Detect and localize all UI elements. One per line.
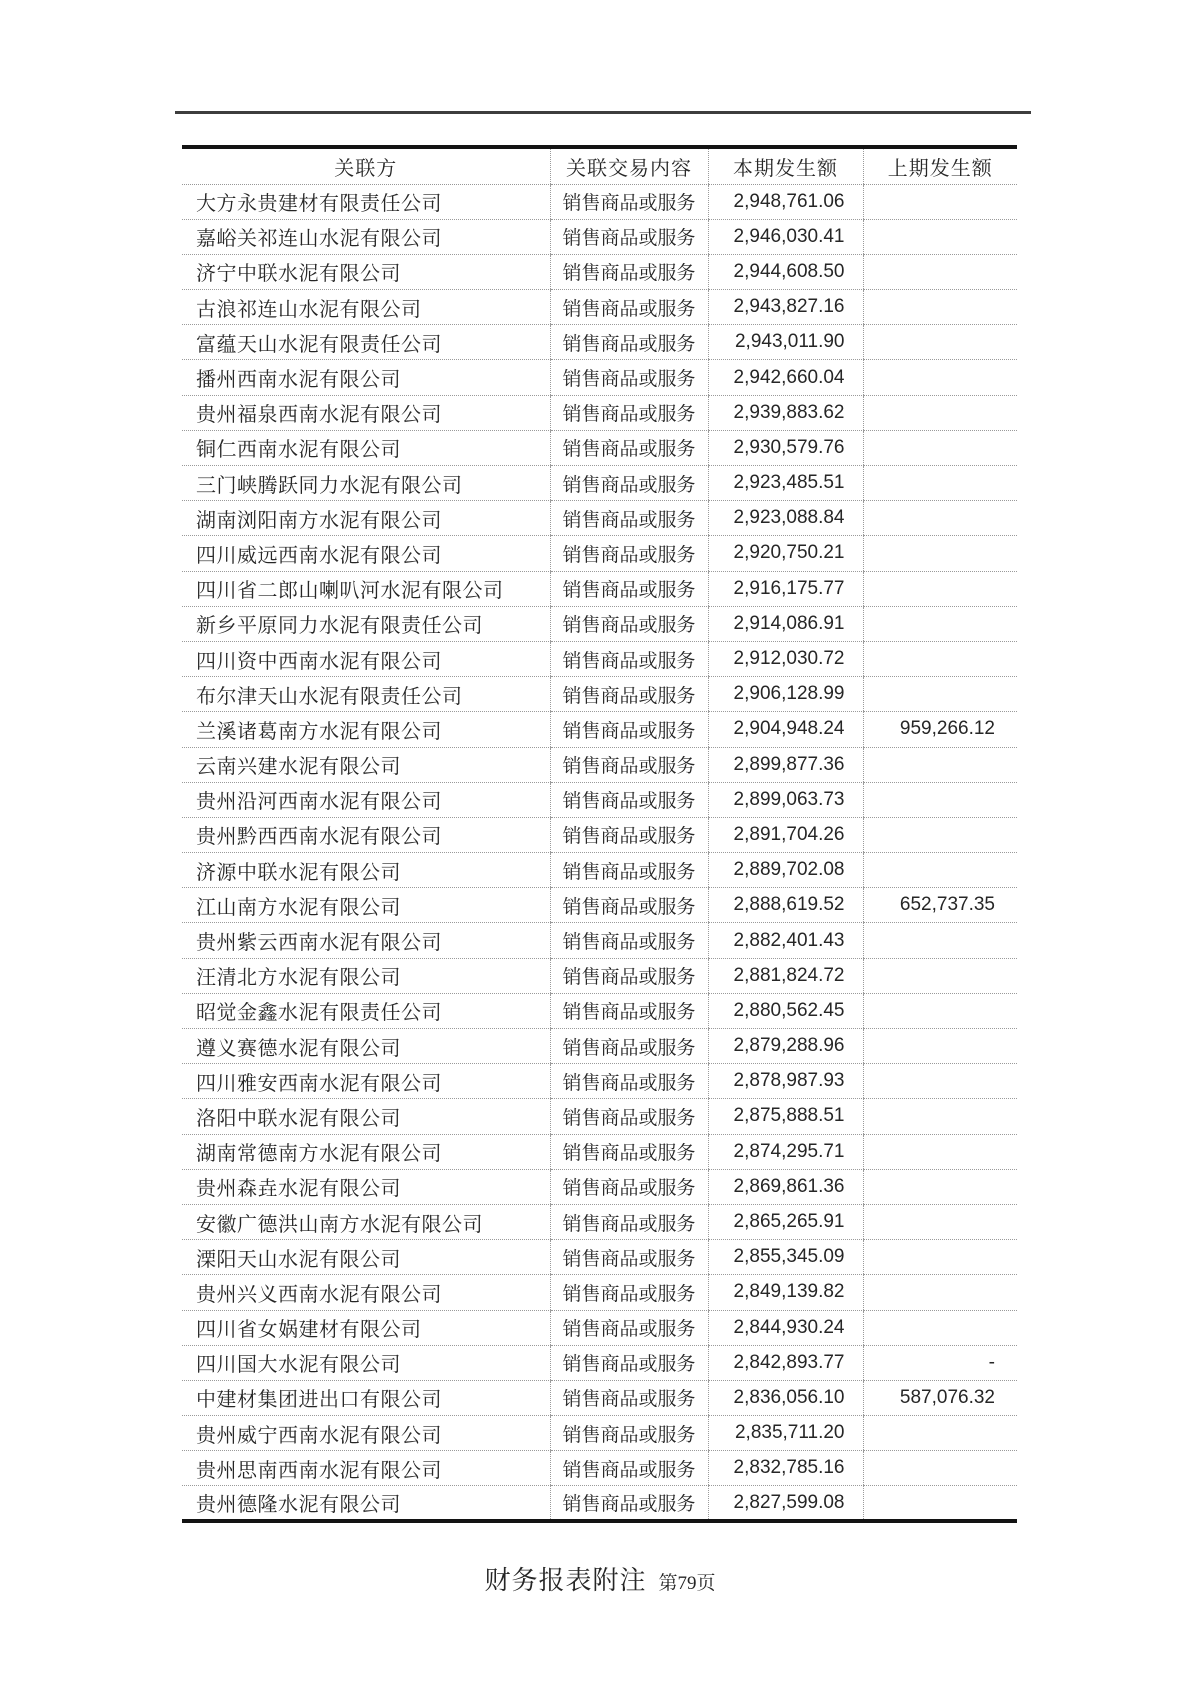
cell-transaction-content: 销售商品或服务 <box>550 1099 708 1134</box>
cell-prior-period-amount <box>863 1204 1017 1239</box>
table-row <box>182 254 1017 289</box>
cell-prior-period-amount <box>863 641 1017 676</box>
cell-related-party: 四川省二郎山喇叭河水泥有限公司 <box>182 571 550 606</box>
cell-transaction-content: 销售商品或服务 <box>550 1275 708 1310</box>
table-row <box>182 1134 1017 1169</box>
related-party-transactions-table <box>182 145 1017 1523</box>
cell-prior-period-amount <box>863 993 1017 1028</box>
cell-transaction-content: 销售商品或服务 <box>550 501 708 536</box>
cell-transaction-content: 销售商品或服务 <box>550 747 708 782</box>
cell-prior-period-amount <box>863 290 1017 325</box>
cell-related-party: 富蕴天山水泥有限责任公司 <box>182 325 550 360</box>
cell-transaction-content: 销售商品或服务 <box>550 1204 708 1239</box>
cell-transaction-content: 销售商品或服务 <box>550 641 708 676</box>
cell-current-period-amount: 2,943,011.90 <box>708 325 863 360</box>
cell-prior-period-amount <box>863 1029 1017 1064</box>
table-row <box>182 782 1017 817</box>
table-row <box>182 430 1017 465</box>
table-row <box>182 1416 1017 1451</box>
column-header-related-party: 关联方 <box>182 147 550 184</box>
cell-related-party: 布尔津天山水泥有限责任公司 <box>182 677 550 712</box>
cell-transaction-content: 销售商品或服务 <box>550 1169 708 1204</box>
cell-current-period-amount: 2,888,619.52 <box>708 888 863 923</box>
cell-related-party: 湖南常德南方水泥有限公司 <box>182 1134 550 1169</box>
cell-transaction-content: 销售商品或服务 <box>550 1345 708 1380</box>
cell-prior-period-amount <box>863 1275 1017 1310</box>
cell-current-period-amount: 2,836,056.10 <box>708 1380 863 1415</box>
column-header-current-period-amount: 本期发生额 <box>708 147 863 184</box>
page-header-rule <box>175 111 1031 114</box>
cell-transaction-content: 销售商品或服务 <box>550 290 708 325</box>
cell-transaction-content: 销售商品或服务 <box>550 1380 708 1415</box>
footer-page-number: 第79页 <box>658 1573 716 1594</box>
cell-related-party: 贵州思南西南水泥有限公司 <box>182 1451 550 1486</box>
cell-prior-period-amount <box>863 360 1017 395</box>
cell-transaction-content: 销售商品或服务 <box>550 430 708 465</box>
cell-current-period-amount: 2,899,877.36 <box>708 747 863 782</box>
cell-prior-period-amount <box>863 853 1017 888</box>
table-row <box>182 1451 1017 1486</box>
header-row <box>182 147 1017 184</box>
cell-transaction-content: 销售商品或服务 <box>550 1134 708 1169</box>
cell-related-party: 古浪祁连山水泥有限公司 <box>182 290 550 325</box>
cell-transaction-content: 销售商品或服务 <box>550 1029 708 1064</box>
table-row <box>182 1486 1017 1521</box>
cell-related-party: 四川威远西南水泥有限公司 <box>182 536 550 571</box>
table-row <box>182 1169 1017 1204</box>
cell-prior-period-amount <box>863 325 1017 360</box>
page-footer <box>0 1560 1200 1597</box>
cell-current-period-amount: 2,939,883.62 <box>708 395 863 430</box>
cell-prior-period-amount <box>863 184 1017 219</box>
cell-prior-period-amount <box>863 219 1017 254</box>
table-row <box>182 958 1017 993</box>
cell-related-party: 贵州森垚水泥有限公司 <box>182 1169 550 1204</box>
column-header-transaction-content: 关联交易内容 <box>550 147 708 184</box>
cell-transaction-content: 销售商品或服务 <box>550 782 708 817</box>
cell-current-period-amount: 2,923,088.84 <box>708 501 863 536</box>
cell-prior-period-amount: 587,076.32 <box>863 1380 1017 1415</box>
cell-current-period-amount: 2,942,660.04 <box>708 360 863 395</box>
table-header <box>182 147 1017 184</box>
cell-prior-period-amount <box>863 923 1017 958</box>
table-row <box>182 1204 1017 1239</box>
table-row <box>182 1345 1017 1380</box>
cell-related-party: 兰溪诸葛南方水泥有限公司 <box>182 712 550 747</box>
cell-related-party: 贵州德隆水泥有限公司 <box>196 1494 401 1517</box>
cell-current-period-amount: 2,948,761.06 <box>708 184 863 219</box>
cell-transaction-content: 销售商品或服务 <box>550 1451 708 1486</box>
cell-related-party: 大方永贵建材有限责任公司 <box>182 184 550 219</box>
table-row <box>182 290 1017 325</box>
cell-prior-period-amount <box>863 466 1017 501</box>
cell-current-period-amount: 2,904,948.24 <box>708 712 863 747</box>
footer-title: 财务报表附注 <box>484 1566 647 1595</box>
cell-current-period-amount: 2,874,295.71 <box>708 1134 863 1169</box>
cell-prior-period-amount <box>863 536 1017 571</box>
cell-related-party: 铜仁西南水泥有限公司 <box>182 430 550 465</box>
table-row <box>182 466 1017 501</box>
table-row <box>182 184 1017 219</box>
cell-prior-period-amount <box>863 1169 1017 1204</box>
table-row <box>182 888 1017 923</box>
table-row <box>182 536 1017 571</box>
table-row <box>182 923 1017 958</box>
cell-current-period-amount: 2,891,704.26 <box>708 817 863 852</box>
cell-prior-period-amount <box>863 1240 1017 1275</box>
cell-current-period-amount: 2,827,599.08 <box>708 1486 863 1521</box>
cell-current-period-amount: 2,916,175.77 <box>708 571 863 606</box>
cell-current-period-amount: 2,879,288.96 <box>708 1029 863 1064</box>
table-row <box>182 641 1017 676</box>
cell-related-party: 江山南方水泥有限公司 <box>182 888 550 923</box>
table-row <box>182 1310 1017 1345</box>
cell-prior-period-amount <box>863 747 1017 782</box>
cell-related-party: 贵州福泉西南水泥有限公司 <box>182 395 550 430</box>
cell-related-party: 洛阳中联水泥有限公司 <box>182 1099 550 1134</box>
cell-current-period-amount: 2,880,562.45 <box>708 993 863 1028</box>
cell-prior-period-amount <box>863 1486 1017 1521</box>
cell-prior-period-amount: - <box>863 1345 1017 1380</box>
cell-prior-period-amount <box>863 677 1017 712</box>
cell-transaction-content: 销售商品或服务 <box>550 1416 708 1451</box>
cell-related-party: 贵州兴义西南水泥有限公司 <box>182 1275 550 1310</box>
cell-current-period-amount: 2,875,888.51 <box>708 1099 863 1134</box>
cell-prior-period-amount <box>863 782 1017 817</box>
cell-current-period-amount: 2,946,030.41 <box>708 219 863 254</box>
cell-related-party: 安徽广德洪山南方水泥有限公司 <box>182 1204 550 1239</box>
cell-related-party: 云南兴建水泥有限公司 <box>182 747 550 782</box>
cell-prior-period-amount <box>863 1134 1017 1169</box>
table-row <box>182 360 1017 395</box>
cell-transaction-content: 销售商品或服务 <box>550 184 708 219</box>
table-row <box>182 1380 1017 1415</box>
cell-prior-period-amount <box>863 430 1017 465</box>
cell-current-period-amount: 2,835,711.20 <box>708 1416 863 1451</box>
cell-transaction-content: 销售商品或服务 <box>550 958 708 993</box>
cell-transaction-content: 销售商品或服务 <box>550 325 708 360</box>
cell-related-party: 湖南浏阳南方水泥有限公司 <box>182 501 550 536</box>
table-row <box>182 606 1017 641</box>
cell-current-period-amount: 2,914,086.91 <box>708 606 863 641</box>
cell-transaction-content: 销售商品或服务 <box>550 1486 708 1521</box>
cell-current-period-amount: 2,878,987.93 <box>708 1064 863 1099</box>
cell-related-party: 汪清北方水泥有限公司 <box>182 958 550 993</box>
table-row <box>182 395 1017 430</box>
cell-transaction-content: 销售商品或服务 <box>550 254 708 289</box>
cell-transaction-content: 销售商品或服务 <box>550 1064 708 1099</box>
cell-related-party: 贵州沿河西南水泥有限公司 <box>182 782 550 817</box>
cell-prior-period-amount <box>863 501 1017 536</box>
cell-related-party: 济源中联水泥有限公司 <box>182 853 550 888</box>
cell-related-party: 四川国大水泥有限公司 <box>182 1345 550 1380</box>
table-row <box>182 571 1017 606</box>
cell-related-party: 昭觉金鑫水泥有限责任公司 <box>182 993 550 1028</box>
table-row <box>182 712 1017 747</box>
cell-related-party: 播州西南水泥有限公司 <box>182 360 550 395</box>
column-header-prior-period-amount: 上期发生额 <box>863 147 1017 184</box>
cell-prior-period-amount <box>863 817 1017 852</box>
table-row <box>182 993 1017 1028</box>
cell-prior-period-amount <box>863 571 1017 606</box>
cell-prior-period-amount <box>863 1451 1017 1486</box>
cell-prior-period-amount <box>863 1064 1017 1099</box>
cell-related-party: 四川省女娲建材有限公司 <box>182 1310 550 1345</box>
table-row <box>182 325 1017 360</box>
cell-current-period-amount: 2,920,750.21 <box>708 536 863 571</box>
cell-prior-period-amount <box>863 254 1017 289</box>
cell-current-period-amount: 2,899,063.73 <box>708 782 863 817</box>
cell-current-period-amount: 2,855,345.09 <box>708 1240 863 1275</box>
cell-current-period-amount: 2,906,128.99 <box>708 677 863 712</box>
cell-transaction-content: 销售商品或服务 <box>550 1240 708 1275</box>
cell-prior-period-amount: 652,737.35 <box>863 888 1017 923</box>
cell-related-party: 四川资中西南水泥有限公司 <box>182 641 550 676</box>
cell-transaction-content: 销售商品或服务 <box>550 677 708 712</box>
cell-related-party: 嘉峪关祁连山水泥有限公司 <box>182 219 550 254</box>
table-row <box>182 1099 1017 1134</box>
cell-transaction-content: 销售商品或服务 <box>550 395 708 430</box>
cell-transaction-content: 销售商品或服务 <box>550 536 708 571</box>
cell-current-period-amount: 2,882,401.43 <box>708 923 863 958</box>
cell-prior-period-amount <box>863 606 1017 641</box>
table-row <box>182 747 1017 782</box>
cell-prior-period-amount <box>863 1416 1017 1451</box>
cell-current-period-amount: 2,844,930.24 <box>708 1310 863 1345</box>
table-row <box>182 501 1017 536</box>
cell-prior-period-amount: 959,266.12 <box>863 712 1017 747</box>
cell-related-party: 三门峡腾跃同力水泥有限公司 <box>182 466 550 501</box>
cell-transaction-content: 销售商品或服务 <box>550 712 708 747</box>
cell-current-period-amount: 2,881,824.72 <box>708 958 863 993</box>
cell-transaction-content: 销售商品或服务 <box>550 219 708 254</box>
cell-transaction-content: 销售商品或服务 <box>550 888 708 923</box>
cell-current-period-amount: 2,842,893.77 <box>708 1345 863 1380</box>
cell-prior-period-amount <box>863 395 1017 430</box>
table-row <box>182 219 1017 254</box>
cell-related-party: 贵州黔西西南水泥有限公司 <box>182 817 550 852</box>
cell-current-period-amount: 2,832,785.16 <box>708 1451 863 1486</box>
cell-related-party: 遵义赛德水泥有限公司 <box>182 1029 550 1064</box>
table-row <box>182 1275 1017 1310</box>
cell-current-period-amount: 2,923,485.51 <box>708 466 863 501</box>
cell-transaction-content: 销售商品或服务 <box>550 360 708 395</box>
table-row <box>182 677 1017 712</box>
cell-current-period-amount: 2,849,139.82 <box>708 1275 863 1310</box>
cell-related-party: 济宁中联水泥有限公司 <box>182 254 550 289</box>
cell-prior-period-amount <box>863 1099 1017 1134</box>
cell-related-party: 四川雅安西南水泥有限公司 <box>182 1064 550 1099</box>
cell-related-party: 贵州紫云西南水泥有限公司 <box>182 923 550 958</box>
cell-related-party: 贵州威宁西南水泥有限公司 <box>182 1416 550 1451</box>
cell-current-period-amount: 2,944,608.50 <box>708 254 863 289</box>
cell-transaction-content: 销售商品或服务 <box>550 1310 708 1345</box>
cell-current-period-amount: 2,865,265.91 <box>708 1204 863 1239</box>
cell-transaction-content: 销售商品或服务 <box>550 606 708 641</box>
cell-transaction-content: 销售商品或服务 <box>550 853 708 888</box>
cell-prior-period-amount <box>863 958 1017 993</box>
table-row <box>182 1064 1017 1099</box>
table-row <box>182 1240 1017 1275</box>
cell-current-period-amount: 2,869,861.36 <box>708 1169 863 1204</box>
cell-related-party: 中建材集团进出口有限公司 <box>182 1380 550 1415</box>
table-row <box>182 853 1017 888</box>
cell-current-period-amount: 2,912,030.72 <box>708 641 863 676</box>
cell-transaction-content: 销售商品或服务 <box>550 923 708 958</box>
cell-transaction-content: 销售商品或服务 <box>550 817 708 852</box>
table-row <box>182 817 1017 852</box>
cell-current-period-amount: 2,930,579.76 <box>708 430 863 465</box>
cell-related-party: 新乡平原同力水泥有限责任公司 <box>182 606 550 641</box>
cell-current-period-amount: 2,943,827.16 <box>708 290 863 325</box>
cell-transaction-content: 销售商品或服务 <box>550 571 708 606</box>
cell-related-party: 溧阳天山水泥有限公司 <box>182 1240 550 1275</box>
cell-transaction-content: 销售商品或服务 <box>550 993 708 1028</box>
cell-transaction-content: 销售商品或服务 <box>550 466 708 501</box>
table-body <box>182 184 1017 1521</box>
cell-prior-period-amount <box>863 1310 1017 1345</box>
table-row <box>182 1029 1017 1064</box>
cell-current-period-amount: 2,889,702.08 <box>708 853 863 888</box>
